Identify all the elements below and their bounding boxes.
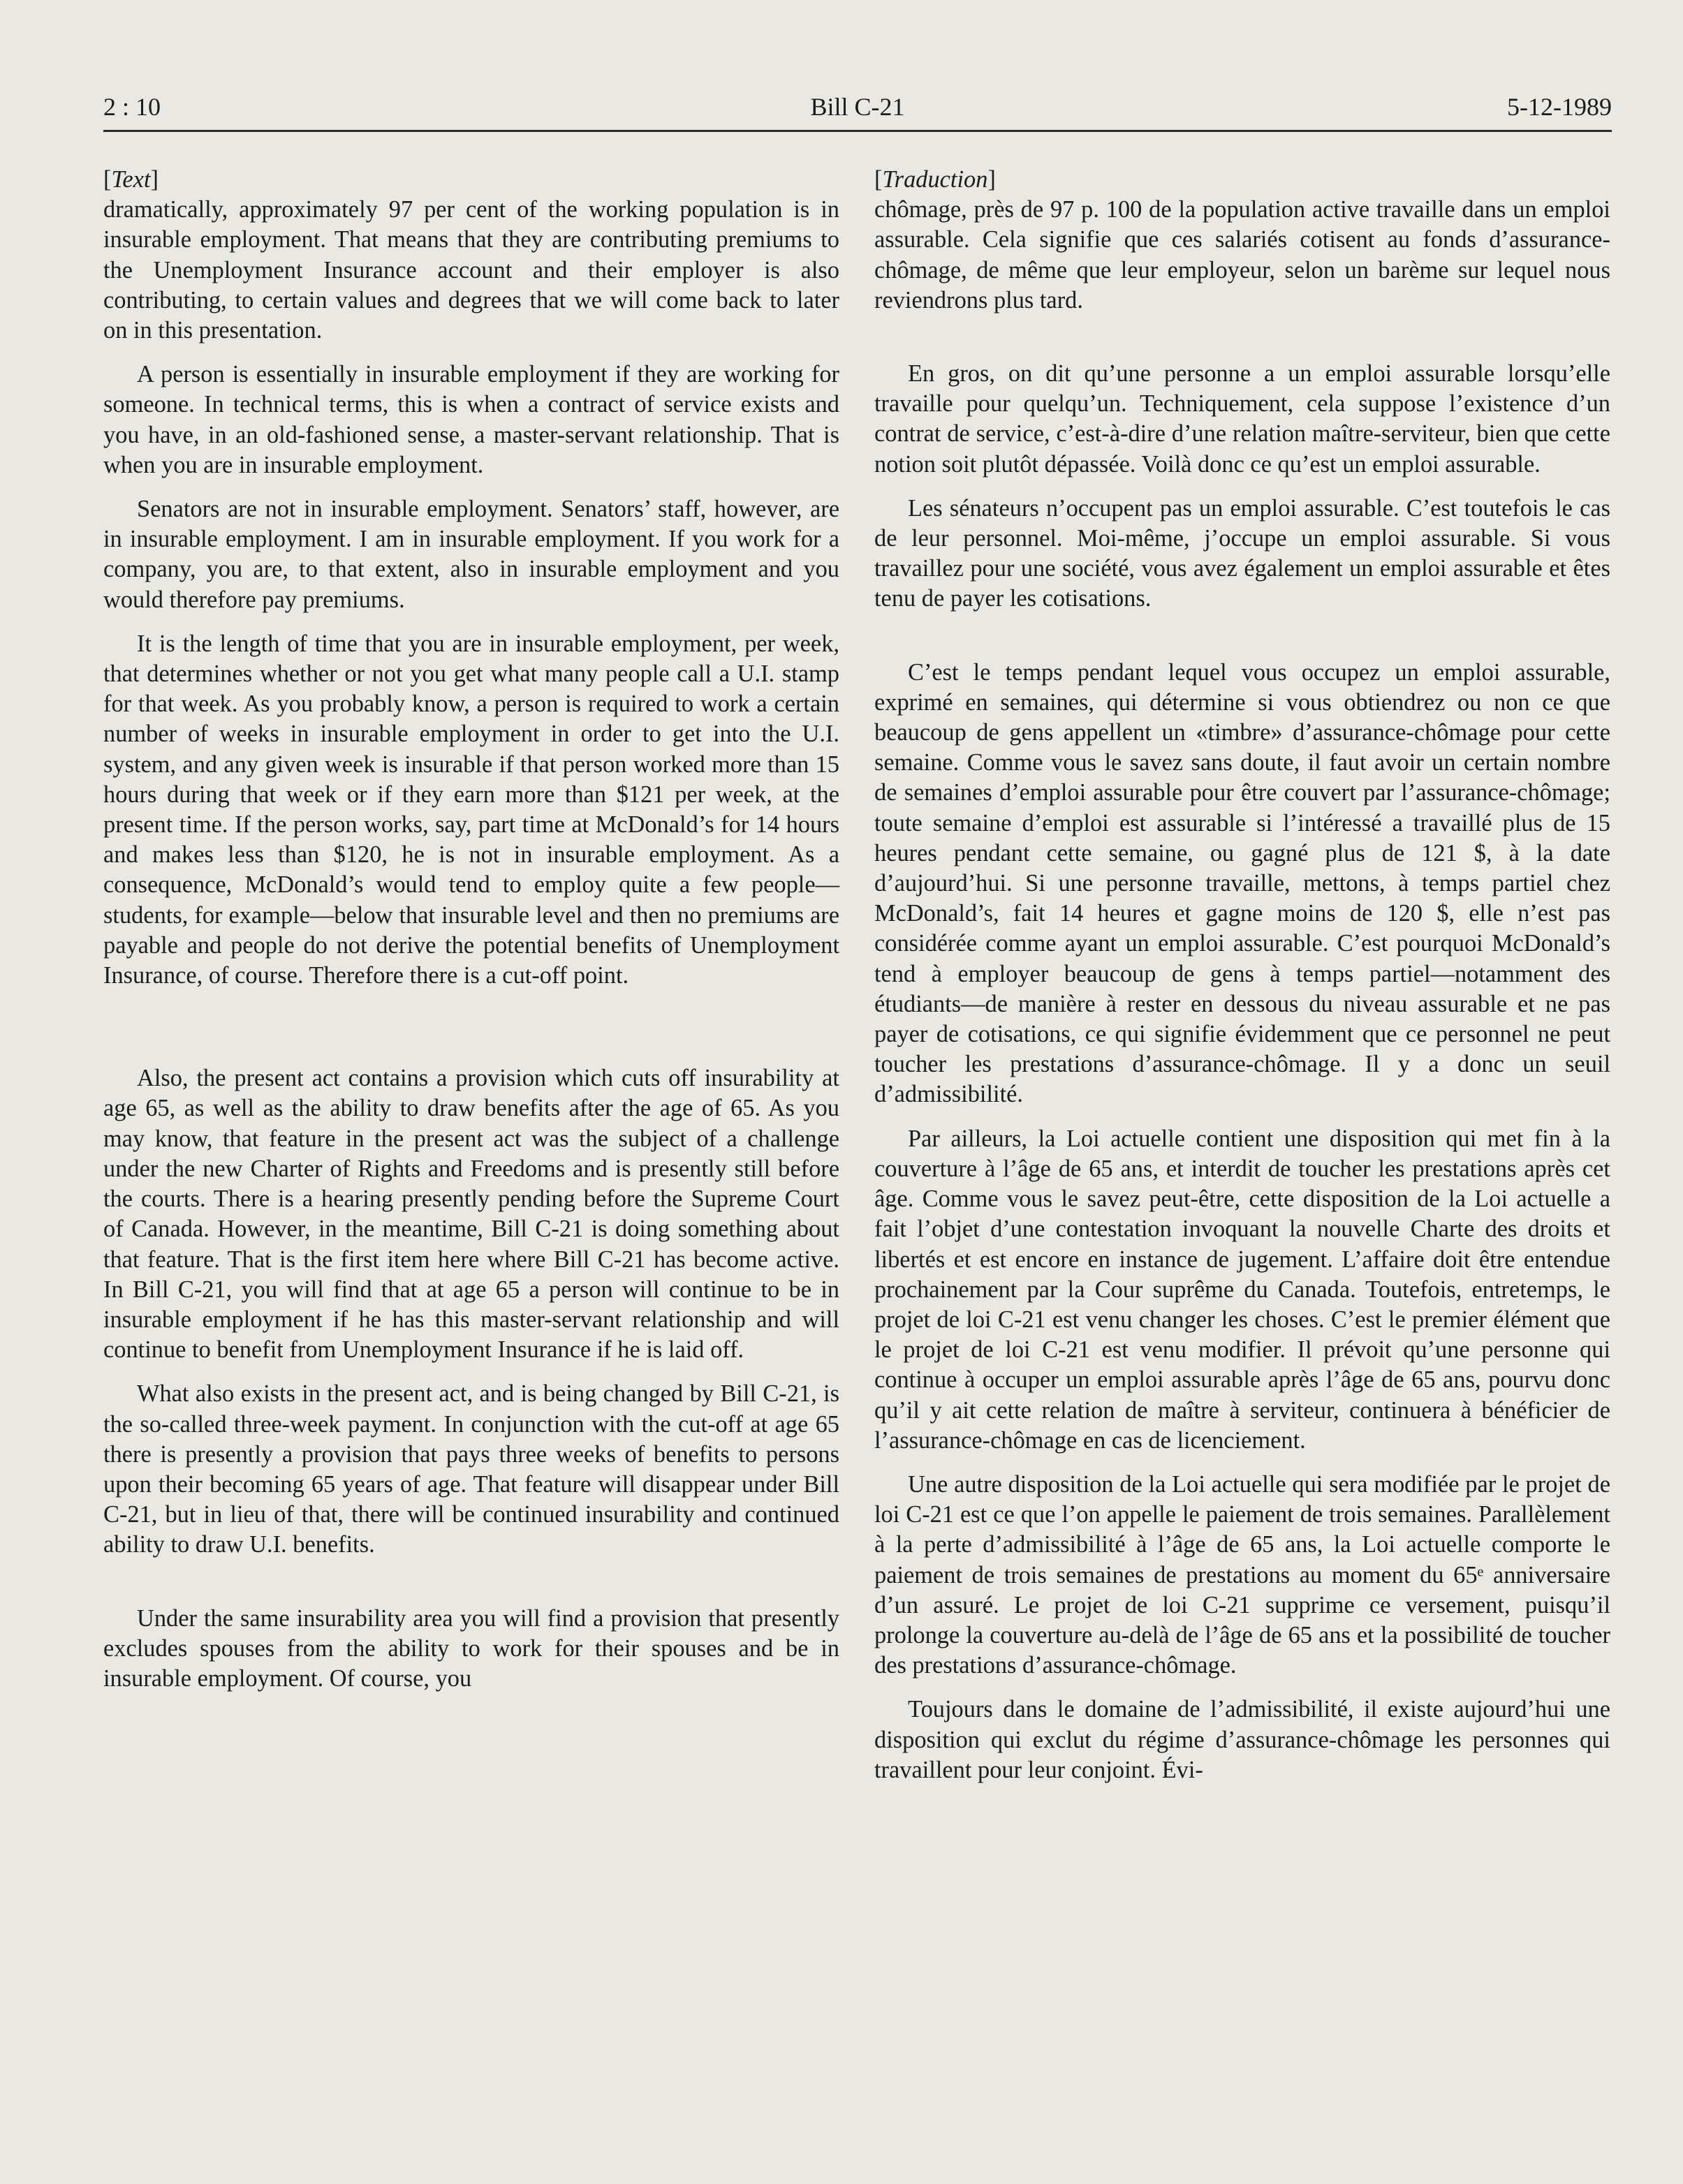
paragraph: Toujours dans le domaine de l’admissibilité, il existe aujourd’hui une disposition qui exclut du régime d’assurance-chômage les personnes qui travaillent pour leur conjoint. Évi- [874,1696,1610,1783]
document-title: Bill C-21 [810,93,905,121]
paragraph: C’est le temps pendant lequel vous occupez un emploi assurable, exprimé en semaines, qui détermine si vous obtiendrez ou non ce que beaucoup de gens appellent un «timbre» d’assurance-chômage pour cette semaine. Comme vous le savez sans doute, il faut avoir un certain nombre de semaines d’emploi assurable pour être couvert par l’assurance-chômage; toute semaine d’emploi est assurable si l’intéressé a travaillé plus de 15 heures pendant cette semaine, ou gagné plus de 121 $, à la date d’aujourd’hui. Si une personne travaille, mettons, à temps partiel chez McDonald’s, fait 14 heures et gagne moins de 120 $, elle n’est pas considérée comme ayant un emploi assurable. C’est pourquoi McDonald’s tend à employer beaucoup de gens à temps partiel—notamment des étudiants—de manière à rester en dessous du niveau assurable et ne pas payer de cotisations, ce qui signifie évidemment que ce personnel ne peut toucher les prestations d’assurance-chômage. Il y a donc un seuil d’admissibilité. [874,658,1610,1108]
paragraph: Under the same insurability area you will find a provision that presently excludes spouses from the ability to work for their spouses and be in insurable employment. Of course, you [103,1604,839,1692]
paragraph: It is the length of time that you are in insurable employment, per week, that determines whether or not you get what many people call a U.I. stamp for that week. As you probably know, a person is required to work a certain number of weeks in insurable employment in order to get into the U.I. system, and any given week is insurable if that person worked more than 15 hours during that week or if they earn more than $121 per week, at the present time. If the person works, say, part time at McDonald’s for 14 hours and makes less than $120, he is not in insurable employment. As a consequence, McDonald’s would tend to employ quite a few people—students, for example—below that insurable level and then no premiums are payable and people do not derive the potential benefits of Unemployment Insurance, of course. Therefore there is a cut-off point. [103,630,839,989]
header-rule [103,130,1612,132]
english-column [103,165,839,1694]
paragraph: Also, the present act contains a provision which cuts off insurability at age 65, as well as the ability to draw benefits after the age of 65. As you may know, that feature in the present act was the subject of a challenge under the new Charter of Rights and Freedoms and is presently still before the courts. There is a hearing presently pending before the Supreme Court of Canada. However, in the meantime, Bill C-21 is doing something about that feature. That is the first item here where Bill C-21 has become active. In Bill C-21, you will find that at age 65 a person will continue to be in insurable employment if he has this master-servant relationship and will continue to benefit from Unemployment Insurance if he is laid off. [103,1065,839,1364]
paragraph: Les sénateurs n’occupent pas un emploi assurable. C’est toutefois le cas de leur personnel. Moi-même, j’occupe un emploi assurable. Si vous travaillez pour une société, vous avez également un emploi assurable et êtes tenu de payer les cotisations. [874,494,1610,612]
paragraph: Par ailleurs, la Loi actuelle contient une disposition qui met fin à la couverture à l’âge de 65 ans, et interdit de toucher les prestations après cet âge. Comme vous le savez peut-être, cette disposition de la Loi actuelle a fait l’objet d’une contestation invoquant la nouvelle Charte des droits et libertés et est encore en instance de jugement. L’affaire doit être entendue prochainement par la Cour suprême du Canada. Toutefois, entretemps, le projet de loi C-21 est venu changer les choses. C’est le premier élément que le projet de loi C-21 est venu modifier. Il prévoit qu’une personne qui continue à occuper un emploi assurable après l’âge de 65 ans, pourvu donc qu’il y ait cette relation de maître à serviteur, continuera à bénéficier de l’assurance-chômage en cas de licenciement. [874,1125,1610,1454]
paragraph: En gros, on dit qu’une personne a un emploi assurable lorsqu’elle travaille pour quelqu’un. Techniquement, cela suppose l’existence d’un contrat de service, c’est-à-dire d’une relation maître-serviteur, bien que cette notion soit plutôt dépassée. Voilà donc ce qu’est un emploi assurable. [874,360,1610,478]
text-label: [Text] [103,166,159,193]
paragraph: chômage, près de 97 p. 100 de la population active travaille dans un emploi assurable. Cela signifie que ces salariés cotisent au fonds d’assurance-chômage, de même que leur employeur, selon un barème sur lequel nous reviendrons plus tard. [874,196,1610,313]
paragraph: A person is essentially in insurable employment if they are working for someone. In technical terms, this is when a contract of service exists and you have, in an old-fashioned sense, a master-servant relationship. That is when you are in insurable employment. [103,361,839,478]
paragraph: Une autre disposition de la Loi actuelle qui sera modifiée par le projet de loi C-21 est ce que l’on appelle le paiement de trois semaines. Parallèlement à la perte d’admissibilité à l’âge de 65 ans, la Loi actuelle comporte le paiement de trois semaines de prestations au moment du 65ᵉ anniversaire d’un assuré. Le projet de loi C-21 supprime ce versement, puisqu’il prolonge la couverture au-delà de l’âge de 65 ans et la possibilité de toucher des prestations d’assurance-chômage. [874,1470,1610,1679]
french-column [874,165,1610,1785]
document-date: 5-12-1989 [1507,93,1612,121]
translation-label: [Traduction] [874,166,996,193]
paragraph: Senators are not in insurable employment. Senators’ staff, however, are in insurable employment. I am in insurable employment. If you work for a company, you are, to that extent, also in insurable employment and you would therefore pay premiums. [103,496,839,613]
paragraph: dramatically, approximately 97 per cent of the working population is in insurable employment. That means that they are contributing premiums to the Unemployment Insurance account and their employer is also contributing, to certain values and degrees that we will come back to later on in this presentation. [103,196,839,344]
running-header [103,92,1612,127]
page-number: 2 : 10 [103,93,161,121]
paragraph: What also exists in the present act, and is being changed by Bill C-21, is the so-called three-week payment. In conjunction with the cut-off at age 65 there is presently a provision that pays three weeks of benefits to persons upon their becoming 65 years of age. That feature will disappear under Bill C-21, but in lieu of that, there will be continued insurability and continued ability to draw U.I. benefits. [103,1380,839,1558]
